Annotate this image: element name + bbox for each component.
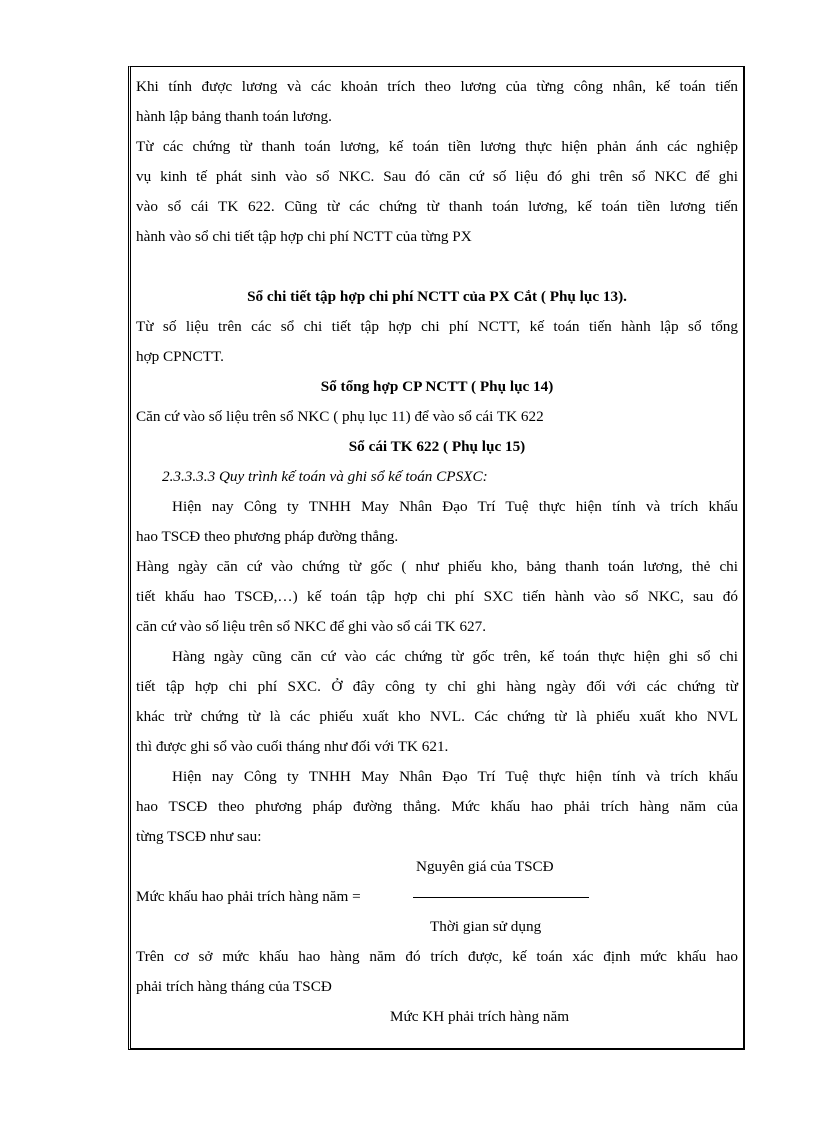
paragraph-line: Căn cứ vào số liệu trên sổ NKC ( phụ lục 11) để vào sổ cái TK 622: [136, 408, 544, 425]
paragraph-line: hành vào sổ chi tiết tập hợp chi phí NCTT của từng PX: [136, 228, 472, 245]
heading-detail-ledger: Sổ chi tiết tập hợp chi phí NCTT của PX Cắt ( Phụ lục 13).: [247, 288, 627, 305]
formula-numerator: Nguyên giá của TSCĐ: [416, 858, 554, 875]
paragraph-line: Hàng ngày cũng căn cứ vào các chứng từ gốc trên, kế toán thực hiện ghi sổ chi: [172, 648, 738, 665]
paragraph-line: Hiện nay Công ty TNHH May Nhân Đạo Trí Tuệ thực hiện tính và trích khấu: [172, 498, 738, 515]
paragraph-line: Hàng ngày căn cứ vào chứng từ gốc ( như phiếu kho, bảng thanh toán lương, thẻ chi: [136, 558, 738, 575]
subsection-title: 2.3.3.3.3 Quy trình kế toán và ghi sổ kế toán CPSXC:: [162, 468, 488, 485]
heading-general-ledger: Sổ cái TK 622 ( Phụ lục 15): [348, 438, 526, 455]
paragraph-line: phải trích hàng tháng của TSCĐ: [136, 978, 332, 995]
paragraph-line: hợp CPNCTT.: [136, 348, 224, 365]
heading-summary-ledger: Sổ tổng hợp CP NCTT ( Phụ lục 14): [320, 378, 554, 395]
paragraph-line: hành lập bảng thanh toán lương.: [136, 108, 332, 125]
paragraph-line: Hiện nay Công ty TNHH May Nhân Đạo Trí Tuệ thực hiện tính và trích khấu: [172, 768, 738, 785]
blank-line: [136, 252, 738, 282]
paragraph-line: Trên cơ sở mức khấu hao hàng năm đó trích được, kế toán xác định mức khấu hao: [136, 948, 738, 965]
paragraph-line: tiết khấu hao TSCĐ,…) kế toán tập hợp chi phí SXC tiến hành vào sổ NKC, sau đó: [136, 588, 738, 605]
fraction-bar: [413, 897, 589, 898]
paragraph-line: Khi tính được lương và các khoản trích theo lương của từng công nhân, kế toán tiến: [136, 78, 738, 95]
paragraph-line: tiết tập hợp chi phí SXC. Ở đây công ty chỉ ghi hàng ngày đối với các chứng từ: [136, 678, 738, 695]
paragraph-line: khác trừ chứng từ là các phiếu xuất kho NVL. Các chứng từ là phiếu xuất kho NVL: [136, 708, 738, 725]
paragraph-line: Từ số liệu trên các sổ chi tiết tập hợp chi phí NCTT, kế toán tiến hành lập sổ tổng: [136, 318, 738, 335]
formula-denominator: Thời gian sử dụng: [430, 918, 542, 935]
paragraph-line: từng TSCĐ như sau:: [136, 828, 262, 845]
paragraph-line: hao TSCĐ theo phương pháp đường thẳng. Mức khấu hao phải trích hàng năm của: [136, 798, 738, 815]
paragraph-line: Từ các chứng từ thanh toán lương, kế toán tiền lương thực hiện phản ánh các nghiệp: [136, 138, 738, 155]
paragraph-line: vào sổ cái TK 622. Cũng từ các chứng từ thanh toán lương, kế toán tiền lương tiến: [136, 198, 738, 215]
paragraph-line: vụ kinh tế phát sinh vào sổ NKC. Sau đó căn cứ số liệu đó ghi trên sổ NKC để ghi: [136, 168, 738, 185]
paragraph-line: thì được ghi sổ vào cuối tháng như đối với TK 621.: [136, 738, 449, 755]
paragraph-line: căn cứ vào số liệu trên sổ NKC để ghi vào sổ cái TK 627.: [136, 618, 487, 635]
formula-lhs: Mức khấu hao phải trích hàng năm =: [136, 888, 361, 905]
formula-row: [136, 882, 738, 912]
document-body: [136, 72, 738, 1032]
paragraph-line: hao TSCĐ theo phương pháp đường thẳng.: [136, 528, 399, 545]
formula2-numerator: Mức KH phải trích hàng năm: [390, 1008, 570, 1025]
